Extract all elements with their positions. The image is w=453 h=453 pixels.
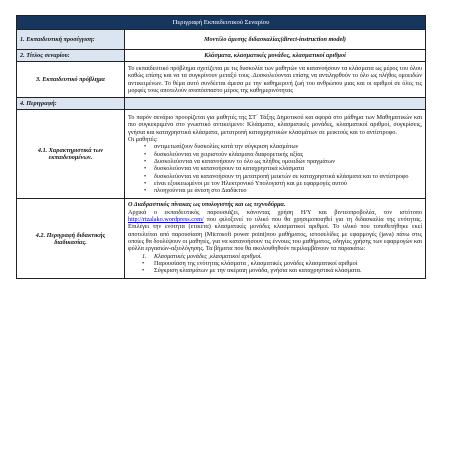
procedure-heading: Ο Διαδραστικός πίνακας ως υπολογιστής και ως τεχνοδύρμα. bbox=[128, 201, 286, 209]
learners-bullet: • αντιμετωπίζουν δυσκολίες κατά την σύγκριση κλασμάτων bbox=[154, 143, 422, 150]
scenario-title-label: 2. Τίτλος σεναρίου: bbox=[17, 50, 125, 62]
scenario-document bbox=[16, 15, 426, 279]
learners-bullet: • δυσκολεύονται να κατανοήσουν τη μετατροπή μεικτών σε καταχρηστικά κλάσματα και το αντίστροφο bbox=[154, 173, 422, 180]
website-link[interactable]: http://rtzalako.wordpress.com/ bbox=[128, 216, 204, 224]
row-title bbox=[17, 50, 426, 62]
learners-bullet: • είναι εξοικειωμένοι με τον Ηλεκτρονικό Υπολογιστή και με εφαρμογές αυτού bbox=[154, 180, 422, 187]
approach-label: 1. Εκπαιδευτική προσέγγιση: bbox=[17, 30, 125, 50]
description-label: 4. Περιγραφή: bbox=[17, 98, 125, 110]
learners-bullet-list bbox=[128, 143, 422, 194]
learners-students-line: Οι μαθητές: bbox=[128, 136, 158, 144]
learners-bullet: • πλοηγούνται με άνεση στο Διαδίκτυο bbox=[154, 187, 422, 194]
procedure-step: • Παρουσίαση της ενότητας κλάσματα , κλασματικές μονάδες κλασματικοί αριθμοί bbox=[142, 259, 358, 267]
table-title-row bbox=[17, 16, 426, 30]
procedure-step: 1. Κλασματικές μονάδες ,κλασματικοί αριθμοί. bbox=[142, 252, 262, 260]
procedure-label: 4.2. Περιγραφή διδακτικής διαδικασίας. bbox=[17, 199, 125, 279]
scenario-title-value: Κλάσματα, κλασματικές μονάδες, κλασματικοί αριθμοί bbox=[125, 50, 426, 62]
row-learner-characteristics bbox=[17, 110, 426, 199]
approach-value: Μοντέλο άμεσης διδασκαλίας(direct-instruction model) bbox=[125, 30, 426, 50]
learners-bullet: • δυσκολεύονται να κατανοήσουν τα καταχρηστικά κλάσματα bbox=[154, 165, 422, 172]
learners-content bbox=[125, 110, 426, 199]
table-title: Περιγραφή Εκπαιδευτικού Σεναρίου bbox=[17, 16, 426, 30]
row-problem bbox=[17, 62, 426, 98]
scenario-table bbox=[16, 15, 426, 279]
procedure-steps bbox=[128, 253, 422, 275]
row-approach bbox=[17, 30, 426, 50]
row-description-header bbox=[17, 98, 426, 110]
procedure-body bbox=[128, 209, 422, 253]
procedure-body-start: Αρχικά ο εκπαιδευτικός παρουσιάζει, κάνοντας χρήση Η/Υ και βιντεοπροβολέα, τον ιστότοπο bbox=[128, 208, 422, 216]
procedure-content bbox=[125, 199, 426, 279]
learners-intro: Το παρόν σενάριο προορίζεται για μαθητές της ΣΤ΄ Τάξης Δημοτικού και αφορά στο μάθημα των Μαθηματικών και πιο συγκεκριμένα στο γνωστικό αντικείμενο: Κλάσματα, κλασματικές μονάδες, κλασματικοί αριθμοί, συγκρίσεις, γνήσια και καταχρηστικά κλάσματα, μετατροπή καταχρηστικών κλασμάτων σε μεικτούς και το αντίστροφο. bbox=[128, 114, 422, 136]
procedure-step: • Σύγκριση κλασμάτων με την ακέραιη μονάδα, γνήσια και καταχρηστικά κλάσματα. bbox=[142, 267, 362, 275]
procedure-body-end: που φιλοξενεί το υλικό που θα χρησιμοποιηθεί για τη διδασκαλία της ενότητας. Επιλέγει την ενότητα (ετικέτα) κλασματικές μονάδες κλασματικοί αριθμοί. Το υλικό που τοποθετήθηκε εκεί αποτελείται από παρουσίαση (Microsoft power point)που μαθήματος, ιστοσελίδες με εφαρμογές (java) πάνω στις οποίες θα δουλέψουν οι μαθητές, για να κατανοήσουν τις έννοιες του μαθήματος, οδηγίες χρήσης των εφαρμογών και φύλλα εργασιών-αξιολόγησης. Τα βήματα που θα ακολουθηθούν περιλαμβάνουν τα παρακάτω: bbox=[128, 216, 422, 253]
problem-label: 3. Εκπαιδευτικό πρόβλημα bbox=[17, 62, 125, 98]
learners-bullet: • Δυσκολεύονται να κατανοήσουν το όλο ως πλήθος ομοειδών πραγμάτων bbox=[154, 158, 422, 165]
row-teaching-procedure bbox=[17, 199, 426, 279]
description-empty-cell bbox=[125, 98, 426, 110]
learners-bullet: • δυσκολεύονται να χειριστούν κλάσματα διαφορετικής αξίας bbox=[154, 151, 422, 158]
problem-value: Το εκπαιδευτικό πρόβλημα σχετίζεται με τις δυσκολία των μαθητών να κατανοήσουν τα κλάσματα ως μέρος του όλου καθώς επίσης και να τα συγκρίνουν μεταξύ τους .Δυσκολεύονται επίσης να αντιληφθούν το όλο ως πλήθος ομοειδών αντικειμένων. Το θέμα αυτό συνδέεται άμεσα με την καθημερινή ζωή του ανθρώπου μιας και οι αριθμοί σε όλες τις μορφές τους αποτελούν αναπόσπαστο μέρος της καθημερινότητας bbox=[125, 62, 426, 98]
learners-label: 4.1. Χαρακτηριστικά των εκπαιδευομένων. bbox=[17, 110, 125, 199]
